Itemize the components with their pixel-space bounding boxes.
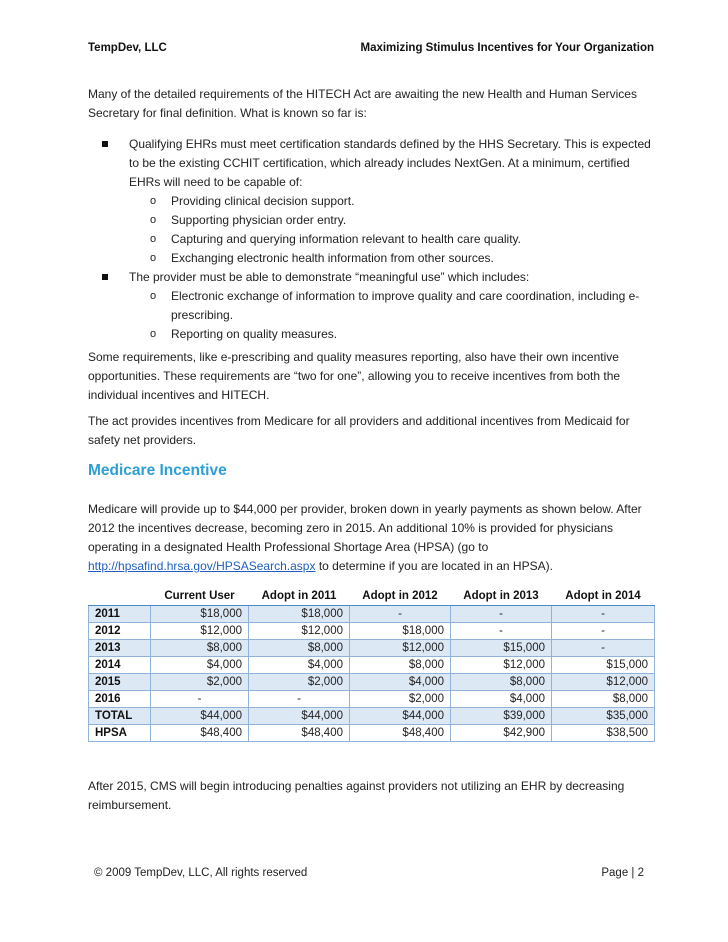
table-cell: $8,000 [552,691,655,708]
table-row [89,623,655,640]
sub-bullet-text: Capturing and querying information relevant to health care quality. [171,232,521,246]
paragraph-medicare [88,500,654,576]
row-label: HPSA [89,725,151,742]
row-label: 2015 [89,674,151,691]
sub-bullet [88,211,654,230]
page-header [88,42,654,60]
sub-bullet-text: Supporting physician order entry. [171,213,347,227]
table-cell: $4,000 [350,674,451,691]
paragraph-text-after: to determine if you are located in an HPSA). [318,559,553,573]
circle-bullet-icon: o [150,290,157,302]
table-cell: $4,000 [151,657,249,674]
table-cell: - [151,691,249,708]
table-row [89,691,655,708]
square-bullet-icon [102,141,108,147]
table-cell: $2,000 [249,674,350,691]
column-header: Adopt in 2013 [451,587,552,606]
table-cell: $18,000 [151,606,249,623]
section-heading: Medicare Incentive [88,462,227,479]
table-cell: $4,000 [451,691,552,708]
table-cell: $12,000 [451,657,552,674]
table-row [89,606,655,623]
table-cell: - [451,623,552,640]
table-cell: - [552,640,655,657]
bullet-text: The provider must be able to demonstrate “meaningful use” which includes: [129,270,530,284]
table-cell: $8,000 [151,640,249,657]
row-label: 2016 [89,691,151,708]
bullet-certification [88,135,654,192]
table-cell: - [552,623,655,640]
paragraph-penalties: After 2015, CMS will begin introducing penalties against providers not utilizing an EHR by decreasing reimbursement. [88,779,625,812]
row-label: 2011 [89,606,151,623]
table-cell: - [552,606,655,623]
table-cell: - [249,691,350,708]
table-cell: $48,400 [249,725,350,742]
square-bullet-icon [102,274,108,280]
row-label: 2014 [89,657,151,674]
column-header: Adopt in 2014 [552,587,655,606]
paragraph-medicaid: The act provides incentives from Medicare for all providers and additional incentives from Medicaid for safety net providers. [88,414,630,447]
table-cell: $2,000 [350,691,451,708]
requirements-list [88,135,654,344]
header-company: TempDev, LLC [88,42,167,54]
table-cell: $12,000 [249,623,350,640]
table-row [89,708,655,725]
table-cell: $8,000 [249,640,350,657]
hpsa-search-link[interactable]: http://hpsafind.hrsa.gov/HPSASearch.aspx [88,559,316,573]
table-row [89,725,655,742]
paragraph-intro: Many of the detailed requirements of the HITECH Act are awaiting the new Health and Human Services Secretary for final definition. What is known so far is: [88,87,637,120]
header-title: Maximizing Stimulus Incentives for Your Organization [360,42,654,54]
paragraph-text: Medicare will provide up to $44,000 per provider, broken down in yearly payments as shown below. After 2012 the incentives decrease, becoming zero in 2015. An additional 10% is provided for physicians operating in a designated Health Professional Shortage Area (HPSA) (go to [88,502,642,554]
table-row [89,657,655,674]
table-cell: $44,000 [350,708,451,725]
table-cell: $8,000 [451,674,552,691]
sub-bullet-text: Providing clinical decision support. [171,194,355,208]
footer-copyright: © 2009 TempDev, LLC, All rights reserved [94,867,308,879]
row-label: 2012 [89,623,151,640]
table-cell: $8,000 [350,657,451,674]
bullet-meaningful-use [88,268,654,287]
table-row [89,640,655,657]
sub-bullet-text: Electronic exchange of information to improve quality and care coordination, including e-prescribing. [171,289,640,322]
table-cell: $44,000 [151,708,249,725]
circle-bullet-icon: o [150,195,157,207]
column-header [89,587,151,606]
paragraph-two-for-one: Some requirements, like e-prescribing and quality measures reporting, also have their own incentive opportunities. These requirements are “two for one”, allowing you to receive incentives from both the individual incentives and HITECH. [88,350,621,402]
row-label: 2013 [89,640,151,657]
table-cell: $38,500 [552,725,655,742]
table-header-row [89,587,655,606]
sub-bullet [88,287,654,325]
table-cell: $4,000 [249,657,350,674]
circle-bullet-icon: o [150,214,157,226]
table-cell: $12,000 [552,674,655,691]
table-cell: $48,400 [350,725,451,742]
sub-bullet [88,249,654,268]
column-header: Adopt in 2012 [350,587,451,606]
table-cell: $18,000 [350,623,451,640]
table-body [89,606,655,742]
circle-bullet-icon: o [150,252,157,264]
row-label: TOTAL [89,708,151,725]
table-cell: $42,900 [451,725,552,742]
table-cell: $44,000 [249,708,350,725]
table-cell: - [451,606,552,623]
table-cell: $35,000 [552,708,655,725]
table-cell: $12,000 [151,623,249,640]
bullet-text: Qualifying EHRs must meet certification standards defined by the HHS Secretary. This is expected to be the existing CCHIT certification, which already includes NextGen. At a minimum, certified EHRs will need to be capable of: [129,137,651,189]
table-cell: $12,000 [350,640,451,657]
table-cell: $2,000 [151,674,249,691]
table-cell: - [350,606,451,623]
circle-bullet-icon: o [150,233,157,245]
sub-bullet-text: Exchanging electronic health information from other sources. [171,251,494,265]
table-row [89,674,655,691]
table-cell: $48,400 [151,725,249,742]
sub-bullet [88,230,654,249]
column-header: Current User [151,587,249,606]
sub-bullet-text: Reporting on quality measures. [171,327,338,341]
table-cell: $15,000 [552,657,655,674]
column-header: Adopt in 2011 [249,587,350,606]
table-cell: $18,000 [249,606,350,623]
incentive-table [88,587,655,742]
table-cell: $15,000 [451,640,552,657]
circle-bullet-icon: o [150,328,157,340]
footer-page-number: Page | 2 [601,867,644,879]
table-cell: $39,000 [451,708,552,725]
sub-bullet [88,192,654,211]
sub-bullet [88,325,654,344]
